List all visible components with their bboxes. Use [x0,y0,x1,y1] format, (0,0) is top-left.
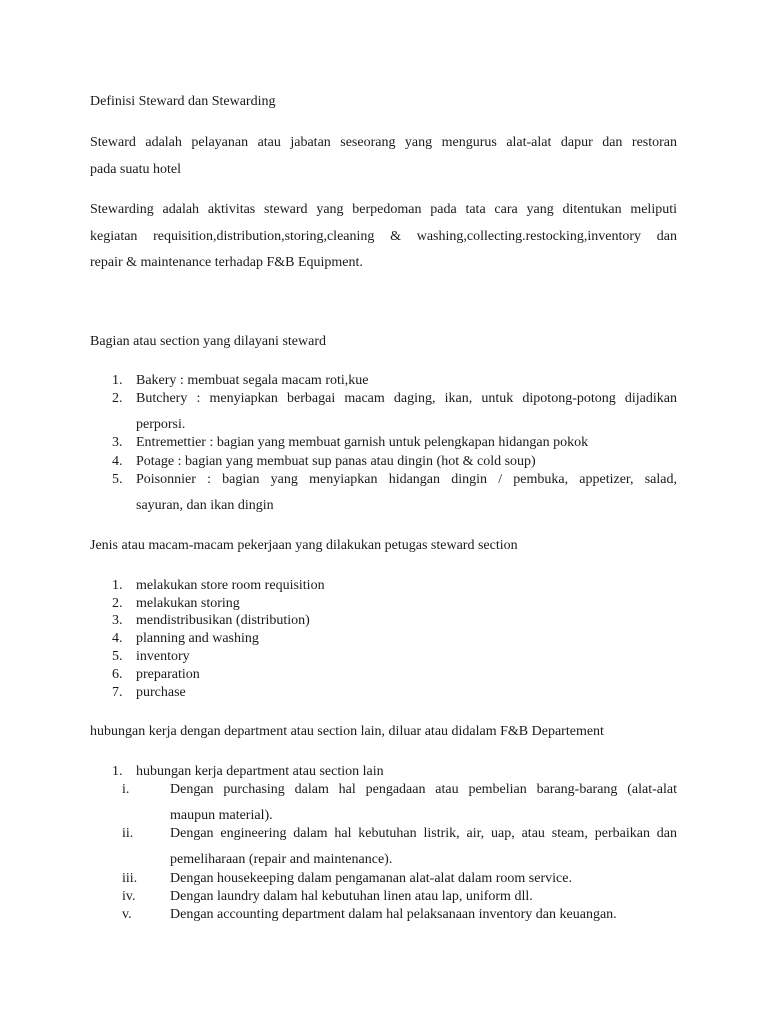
job-item: inventory [136,649,190,664]
section-item-poisonnier: Poisonnier : bagian yang menyiapkan hidangan dingin / pembuka, appetizer, salad, [136,472,677,487]
job-item: preparation [136,667,200,682]
job-number: 5. [112,649,123,664]
relation-subitem-engineering-continued: pemeliharaan (repair and maintenance). [170,852,393,867]
sections-title: Bagian atau section yang dilayani steward [90,334,326,349]
section-number: 2. [112,391,123,406]
relation-subitem-purchasing-continued: maupun material). [170,808,273,823]
document-heading: Definisi Steward dan Stewarding [90,94,276,109]
job-number: 1. [112,578,123,593]
jobs-title: Jenis atau macam-macam pekerjaan yang dilakukan petugas steward section [90,538,518,553]
section-item-bakery: Bakery : membuat segala macam roti,kue [136,373,369,388]
job-item: planning and washing [136,631,259,646]
relation-subitem-engineering: Dengan engineering dalam hal kebutuhan listrik, air, uap, atau steam, perbaikan dan [170,826,677,841]
section-item-potage: Potage : bagian yang membuat sup panas atau dingin (hot & cold soup) [136,454,536,469]
relation-subitem-number: iii. [122,871,138,886]
relation-subitem-number: ii. [122,826,134,841]
relation-subitem-purchasing: Dengan purchasing dalam hal pengadaan atau pembelian barang-barang (alat-alat [170,782,677,797]
stewarding-definition-line-2: kegiatan requisition,distribution,storing,cleaning & washing,collecting.restocking,inventory dan [90,229,677,244]
relation-subitem-laundry: Dengan laundry dalam hal kebutuhan linen atau lap, uniform dll. [170,889,533,904]
stewarding-definition-line-1: Stewarding adalah aktivitas steward yang berpedoman pada tata cara yang ditentukan meliputi [90,202,677,217]
relation-subitem-housekeeping: Dengan housekeeping dalam pengamanan alat-alat dalam room service. [170,871,572,886]
job-number: 7. [112,685,123,700]
section-number: 5. [112,472,123,487]
relation-subitem-number: v. [122,907,132,922]
relation-subitem-accounting: Dengan accounting department dalam hal pelaksanaan inventory dan keuangan. [170,907,617,922]
job-item: purchase [136,685,186,700]
job-number: 2. [112,596,123,611]
section-item-entremettier: Entremettier : bagian yang membuat garnish untuk pelengkapan hidangan pokok [136,435,589,450]
job-number: 6. [112,667,123,682]
section-number: 3. [112,435,123,450]
relation-subitem-number: iv. [122,889,136,904]
steward-definition-line-1: Steward adalah pelayanan atau jabatan seseorang yang mengurus alat-alat dapur dan restoran [90,135,677,150]
stewarding-definition-line-3: repair & maintenance terhadap F&B Equipment. [90,255,363,270]
relations-number: 1. [112,764,123,779]
relations-item: hubungan kerja department atau section lain [136,764,384,779]
section-item-poisonnier-continued: sayuran, dan ikan dingin [136,498,274,513]
section-number: 4. [112,454,123,469]
job-item: melakukan store room requisition [136,578,325,593]
section-item-butchery: Butchery : menyiapkan berbagai macam daging, ikan, untuk dipotong-potong dijadikan [136,391,677,406]
job-item: mendistribusikan (distribution) [136,613,310,628]
job-number: 4. [112,631,123,646]
section-number: 1. [112,373,123,388]
job-item: melakukan storing [136,596,240,611]
relations-title: hubungan kerja dengan department atau section lain, diluar atau didalam F&B Departement [90,724,604,739]
steward-definition-line-2: pada suatu hotel [90,162,181,177]
relation-subitem-number: i. [122,782,130,797]
section-item-butchery-continued: perporsi. [136,417,186,432]
job-number: 3. [112,613,123,628]
